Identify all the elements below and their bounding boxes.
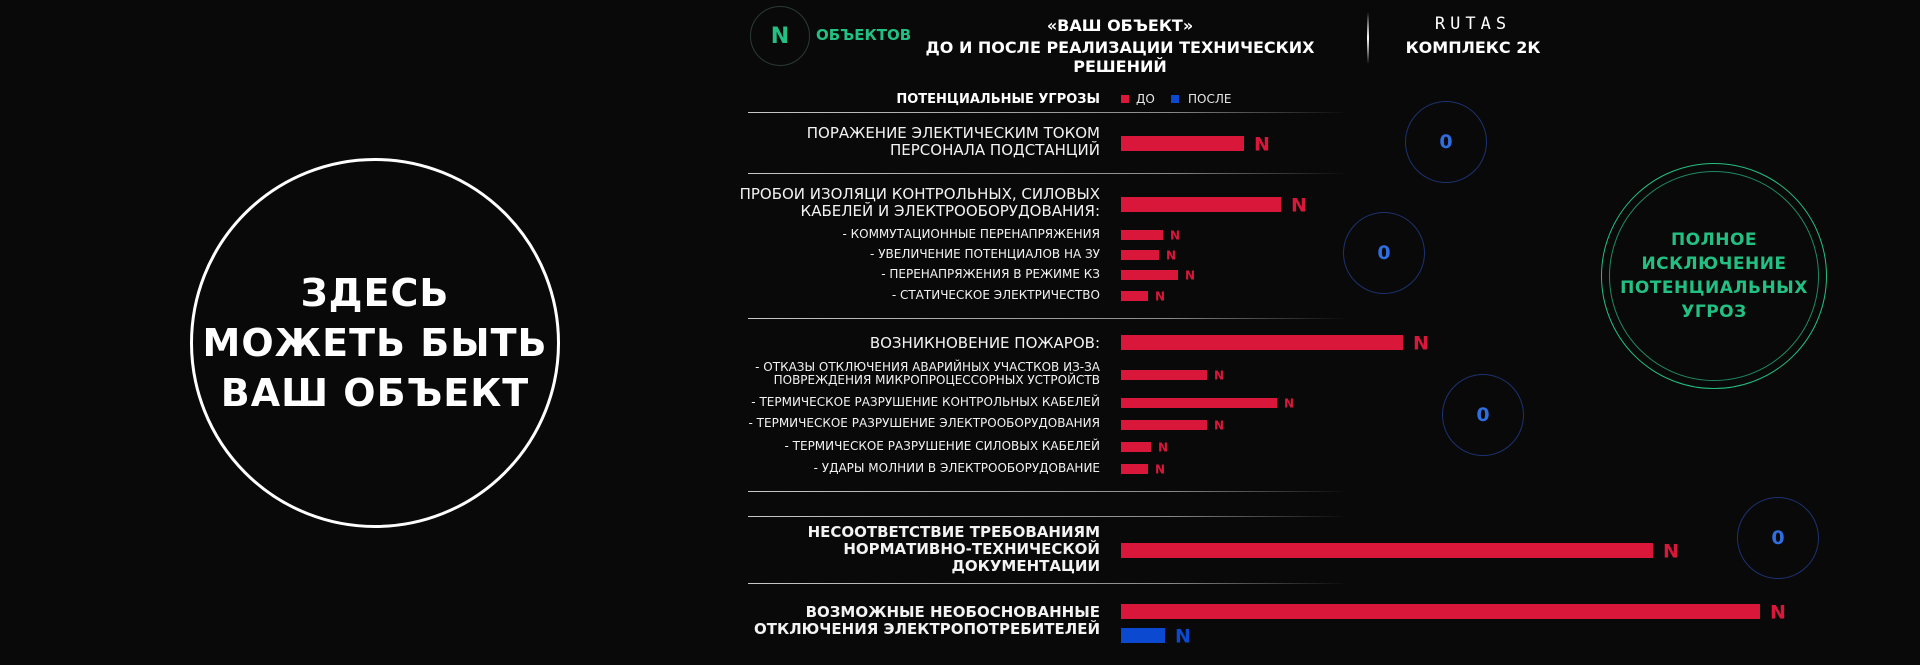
bar-before [1121, 420, 1207, 430]
category-label-insulation-breakdown: ПРОБОИ ИЗОЛЯЦИ КОНТРОЛЬНЫХ, СИЛОВЫХ КАБЕЛЕЙ И ЭЛЕКТРООБОРУДОВАНИЯ: [739, 185, 1100, 220]
category-label-power-cables: - ТЕРМИЧЕСКОЕ РАЗРУШЕНИЕ СИЛОВЫХ КАБЕЛЕЙ [784, 439, 1100, 453]
category-label-switching-overvoltage: - КОММУТАЦИОННЫЕ ПЕРЕНАПРЯЖЕНИЯ [842, 227, 1100, 241]
bar-before-value-label: N [1155, 462, 1166, 477]
bar-before-value-label: N [1413, 332, 1429, 355]
legend-label-before: ДО [1136, 92, 1155, 106]
bar-before-value-label: N [1155, 289, 1166, 304]
zero-threat-badge: 0 [1737, 497, 1819, 579]
page-subtitle: ДО И ПОСЛЕ РЕАЛИЗАЦИИ ТЕХНИЧЕСКИХ РЕШЕНИЙ [925, 38, 1315, 76]
bar-before [1121, 136, 1244, 151]
hero-line-3: ВАШ ОБЪЕКТ [220, 371, 530, 415]
result-line-2: ИСКЛЮЧЕНИЕ [1641, 254, 1787, 274]
bar-before-value-label: N [1158, 440, 1169, 455]
zero-threat-badge: 0 [1442, 374, 1524, 456]
object-count-badge: N [750, 6, 810, 66]
bar-before [1121, 543, 1653, 558]
chart-title: ПОТЕНЦИАЛЬНЫЕ УГРОЗЫ [896, 92, 1100, 107]
category-label-unjustified-outages: ВОЗМОЖНЫЕ НЕОБОСНОВАННЫЕ ОТКЛЮЧЕНИЯ ЭЛЕКТРОПОТРЕБИТЕЛЕЙ [753, 603, 1100, 638]
category-label-electric-shock: ПОРАЖЕНИЕ ЭЛЕКТИЧЕСКИМ ТОКОМ ПЕРСОНАЛА ПОДСТАНЦИЙ [806, 124, 1100, 159]
object-count-label: ОБЪЕКТОВ [816, 26, 912, 44]
bar-before [1121, 464, 1148, 474]
bar-before [1121, 270, 1178, 280]
result-line-4: УГРОЗ [1681, 302, 1747, 322]
bar-before [1121, 604, 1760, 619]
category-label-static-electricity: - СТАТИЧЕСКОЕ ЭЛЕКТРИЧЕСТВО [891, 288, 1100, 302]
bar-before-value-label: N [1214, 418, 1225, 433]
result-line-3: ПОТЕНЦИАЛЬНЫХ [1620, 278, 1808, 298]
bar-before-value-label: N [1770, 601, 1786, 624]
bar-before [1121, 442, 1151, 452]
bar-before-value-label: N [1291, 194, 1307, 217]
category-label-equipment-destruction: - ТЕРМИЧЕСКОЕ РАЗРУШЕНИЕ ЭЛЕКТРООБОРУДОВАНИЯ [748, 416, 1100, 430]
bar-before [1121, 398, 1277, 408]
category-label-noncompliance: НЕСООТВЕТСТВИЕ ТРЕБОВАНИЯМ НОРМАТИВНО-ТЕХНИЧЕСКОЙ ДОКУМЕНТАЦИИ [807, 523, 1100, 575]
hero-line-1: ЗДЕСЬ [300, 271, 450, 315]
result-line-1: ПОЛНОЕ [1670, 230, 1758, 250]
bar-before [1121, 250, 1159, 260]
brand-subtitle: КОМПЛЕКС 2К [1405, 38, 1541, 57]
category-label-control-cables: - ТЕРМИЧЕСКОЕ РАЗРУШЕНИЕ КОНТРОЛЬНЫХ КАБЕЛЕЙ [751, 395, 1100, 409]
bar-before [1121, 370, 1207, 380]
bar-before [1121, 291, 1148, 301]
hero-line-2: МОЖЕТЬ БЫТЬ [202, 321, 548, 365]
zero-threat-badge: 0 [1343, 212, 1425, 294]
bar-before [1121, 335, 1403, 350]
bar-before-value-label: N [1166, 248, 1177, 263]
brand-logo: RUTAS [1434, 14, 1512, 34]
bar-after-value-label: N [1175, 625, 1191, 648]
result-circle [1609, 171, 1819, 381]
bar-before-value-label: N [1170, 228, 1181, 243]
bar-before [1121, 197, 1281, 212]
bar-before-value-label: N [1214, 368, 1225, 383]
category-label-short-circuit-overvoltage: - ПЕРЕНАПРЯЖЕНИЯ В РЕЖИМЕ КЗ [881, 267, 1100, 281]
bar-before-value-label: N [1284, 396, 1295, 411]
bar-before-value-label: N [1254, 133, 1270, 156]
bar-before-value-label: N [1663, 540, 1679, 563]
page-title: «ВАШ ОБЪЕКТ» [1046, 16, 1194, 35]
zero-threat-badge: 0 [1405, 101, 1487, 183]
category-label-lightning: - УДАРЫ МОЛНИИ В ЭЛЕКТРООБОРУДОВАНИЕ [813, 461, 1100, 475]
category-label-ground-potential: - УВЕЛИЧЕНИЕ ПОТЕНЦИАЛОВ НА ЗУ [870, 247, 1100, 261]
bar-before [1121, 230, 1163, 240]
category-label-fires: ВОЗНИКНОВЕНИЕ ПОЖАРОВ: [869, 334, 1100, 352]
bar-after [1121, 628, 1165, 643]
bar-before-value-label: N [1185, 268, 1196, 283]
legend-label-after: ПОСЛЕ [1188, 92, 1232, 106]
category-label-protection-failures: - ОТКАЗЫ ОТКЛЮЧЕНИЯ АВАРИЙНЫХ УЧАСТКОВ ИЗ-ЗА ПОВРЕЖДЕНИЯ МИКРОПРОЦЕССОРНЫХ УСТРОЙСТВ [755, 360, 1100, 387]
